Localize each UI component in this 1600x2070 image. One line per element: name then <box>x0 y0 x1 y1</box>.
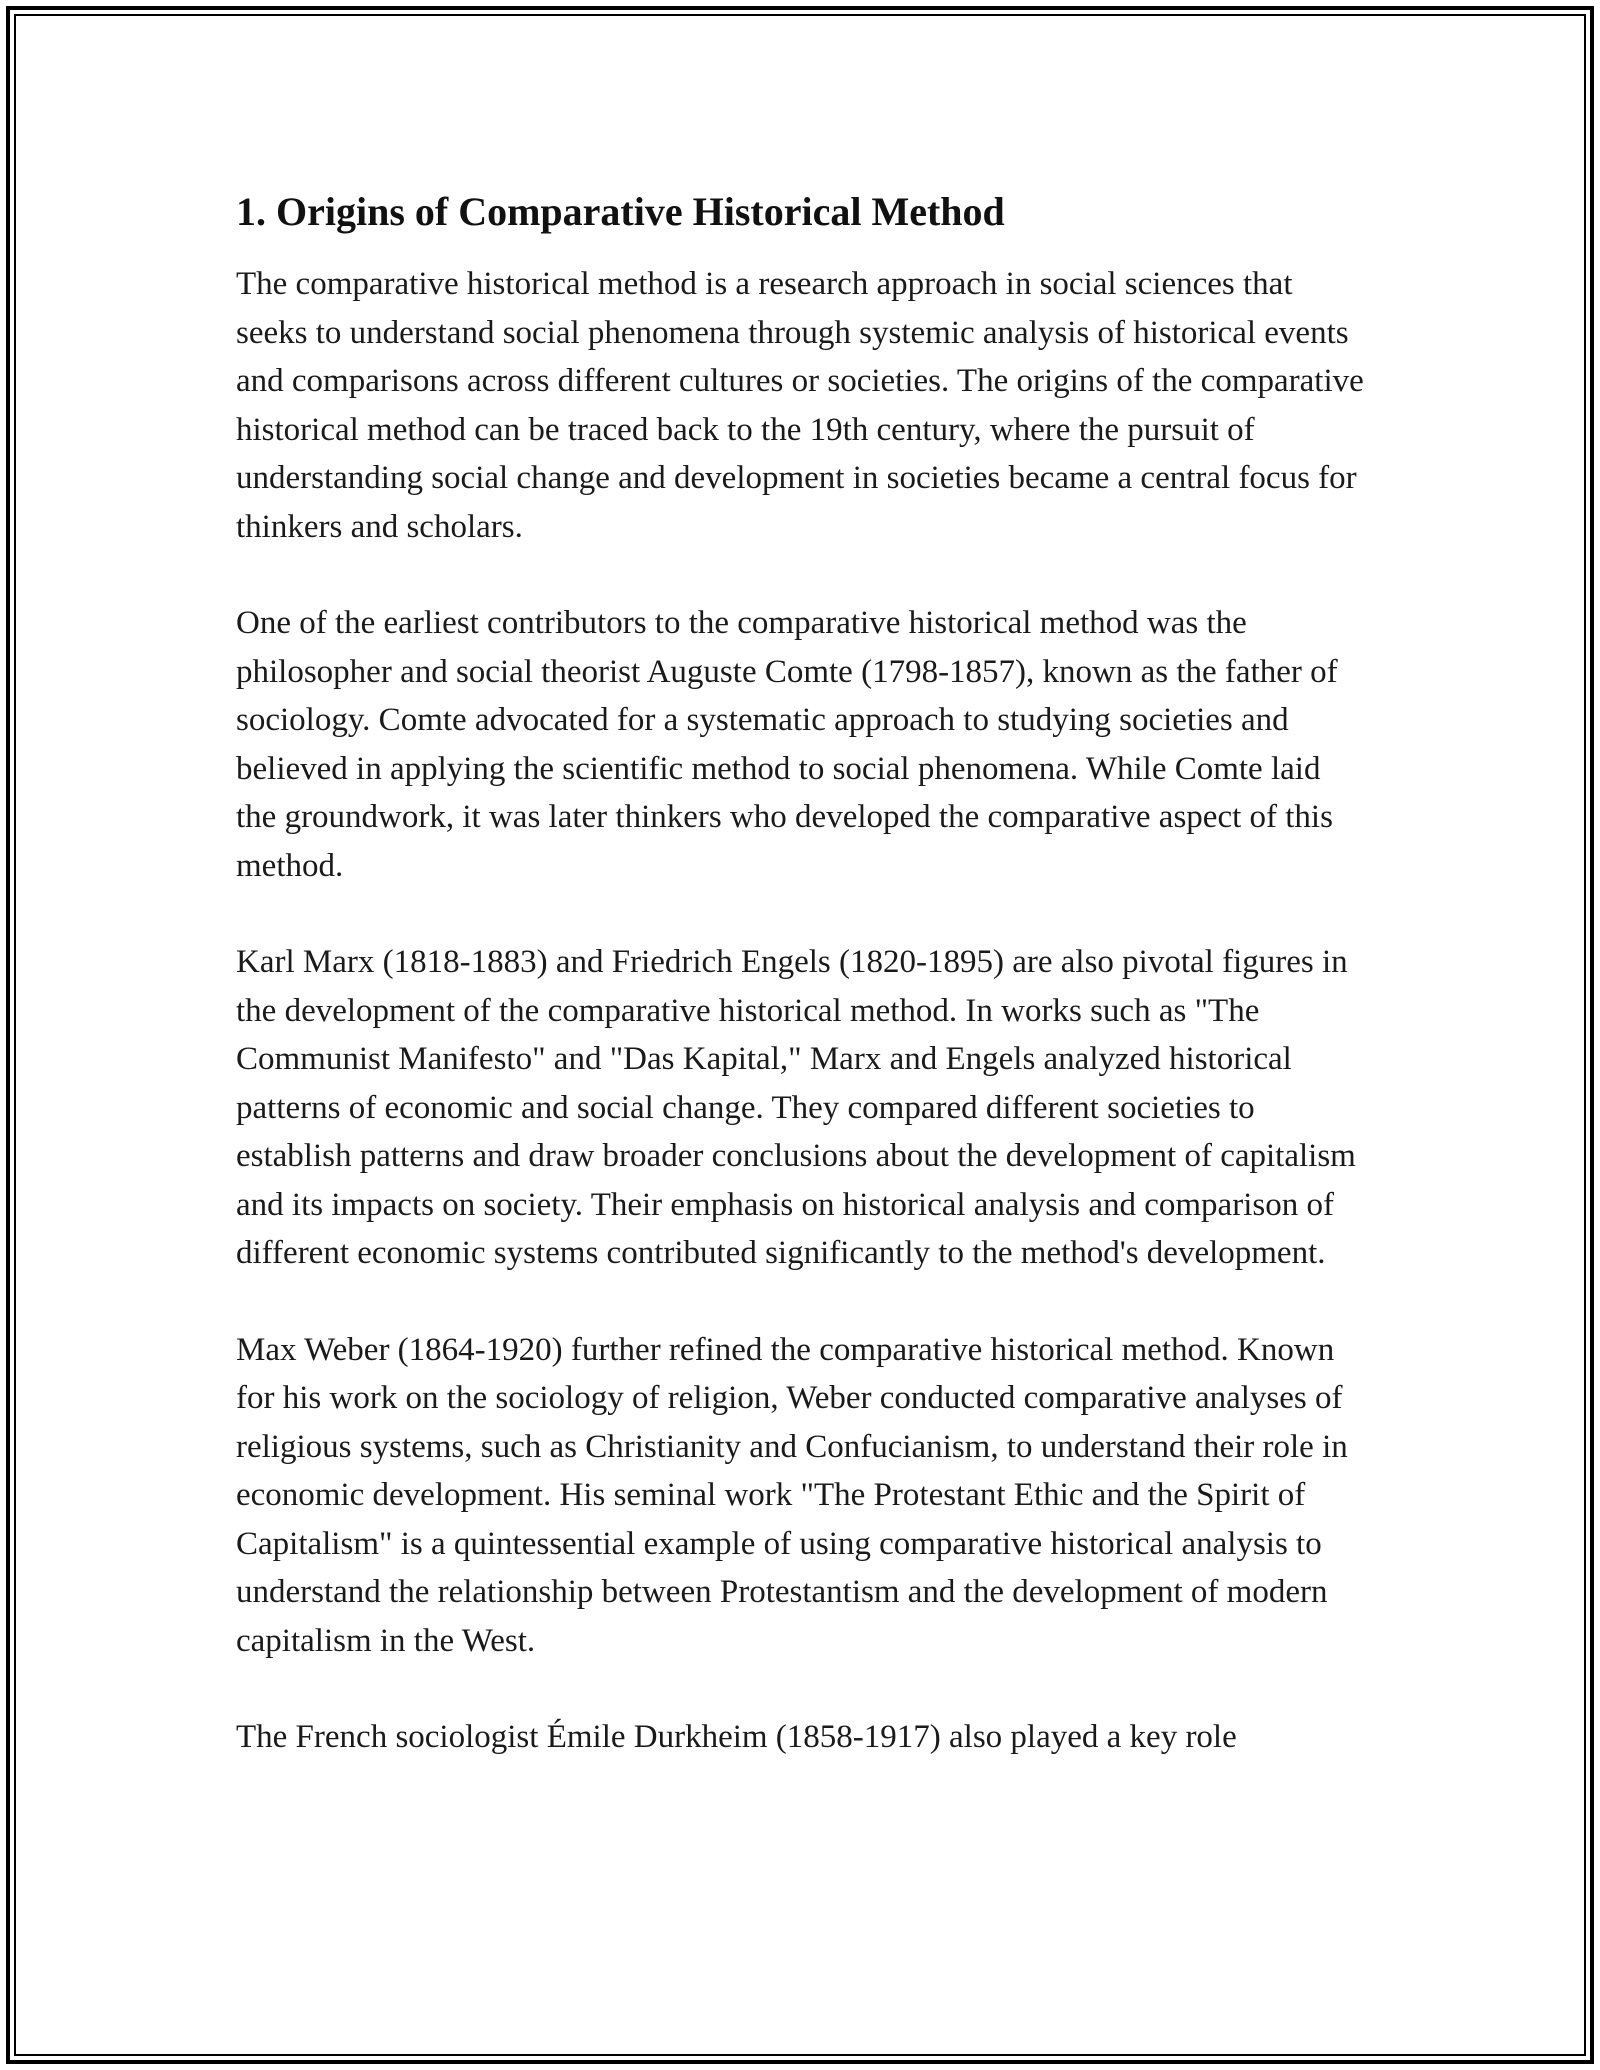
paragraph-durkheim: The French sociologist Émile Durkheim (1858-1917) also played a key role <box>236 1719 1237 1755</box>
paragraph-origins: The comparative historical method is a research approach in social sciences that seeks to understand social phenomena through systemic analysis of historical events and comparisons across different cultures or societies. The origins of the comparative historical method can be traced back to the 19th century, where the pursuit of understanding social change and development in societies became a central focus for thinkers and scholars. <box>236 266 1364 545</box>
paragraph-marx-engels: Karl Marx (1818-1883) and Friedrich Engels (1820-1895) are also pivotal figures in the development of the comparative historical method. In works such as "The Communist Manifesto" and "Das Kapital," Marx and Engels analyzed historical patterns of economic and social change. They compared different societies to establish patterns and draw broader conclusions about the development of capitalism and its impacts on society. Their emphasis on historical analysis and comparison of different economic systems contributed significantly to the method's development. <box>236 944 1356 1271</box>
paragraph-weber: Max Weber (1864-1920) further refined the comparative historical method. Known for his work on the sociology of religion, Weber conducted comparative analyses of religious systems, such as Christianity and Confucianism, to understand their role in economic development. His seminal work "The Protestant Ethic and the Spirit of Capitalism" is a quintessential example of using comparative historical analysis to understand the relationship between Protestantism and the development of modern capitalism in the West. <box>236 1331 1348 1659</box>
document-body <box>236 186 1366 1810</box>
paragraph-comte: One of the earliest contributors to the comparative historical method was the philosopher and social theorist Auguste Comte (1798-1857), known as the father of sociology. Comte advocated for a systematic approach to studying societies and believed in applying the scientific method to social phenomena. While Comte laid the groundwork, it was later thinkers who developed the comparative aspect of this method. <box>236 605 1338 884</box>
section-heading: 1. Origins of Comparative Historical Method <box>236 189 1005 234</box>
